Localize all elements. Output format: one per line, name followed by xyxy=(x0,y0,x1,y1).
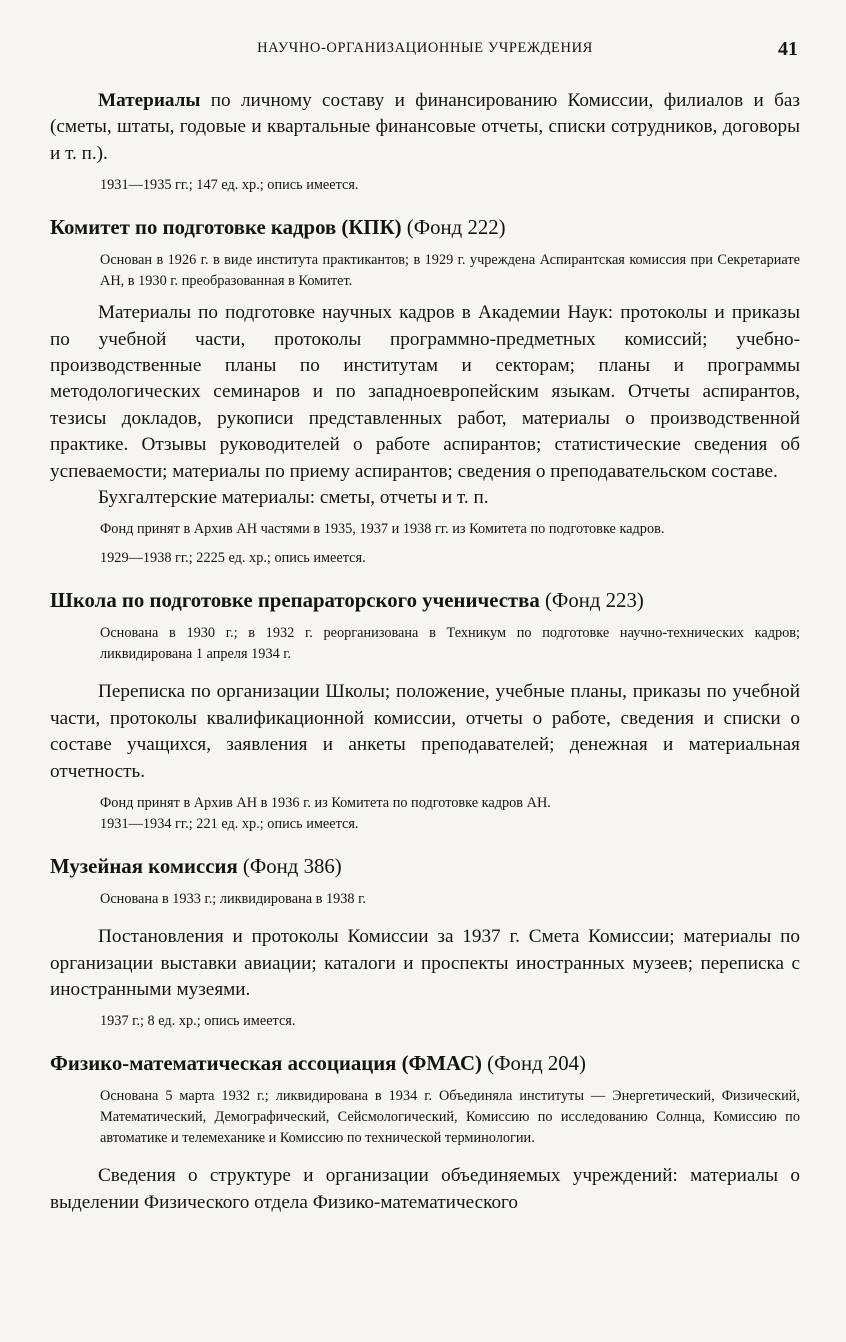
kpk-summary: 1929—1938 гг.; 2225 ед. хр.; опись имеется. xyxy=(100,550,366,567)
kpk-body: Материалы по подготовке научных кадров в Академии Наук: протоколы и приказы по учебной части, протоколы программно-предметных комиссий; учебно-производственные планы по институтам и секторам; планы и программы методологических семинаров и по западноевропейским языкам. Отчеты аспирантов, тезисы докладов, рукописи представленных работ, материалы о производственной практике. Отзывы руководителей о работе аспирантов; статистические сведения об успеваемости; материалы по приему аспирантов; сведения о преподавательском составе. xyxy=(50,302,800,482)
fmas-heading xyxy=(50,1050,800,1078)
kpk-note: Основан в 1926 г. в виде института практикантов; в 1929 г. учреждена Аспирантская комиссия при Секретариате АН, в 1930 г. преобразованная в Комитет. xyxy=(100,252,800,290)
page-content xyxy=(50,88,800,1216)
materials-text: по личному составу и финансированию Комиссии, филиалов и баз (сметы, штаты, годовые и квартальные финансовые отчеты, списки сотрудников, договоры и т. п.). xyxy=(50,90,800,164)
school-fond: (Фонд 223) xyxy=(539,589,644,613)
fmas-body: Сведения о структуре и организации объединяемых учреждений: материалы о выделении Физического отдела Физико-математического xyxy=(50,1165,800,1213)
materials-lead: Материалы xyxy=(98,90,201,111)
school-summary: 1931—1934 гг.; 221 ед. хр.; опись имеется. xyxy=(100,816,359,833)
fmas-title: Физико-математическая ассоциация (ФМАС) xyxy=(50,1052,482,1076)
school-heading xyxy=(50,587,800,615)
running-title: НАУЧНО-ОРГАНИЗАЦИОННЫЕ УЧРЕЖДЕНИЯ xyxy=(257,40,593,56)
fmas-note: Основана 5 марта 1932 г.; ликвидирована в 1934 г. Объединяла институты — Энергетический, Физический, Математический, Демографический, Сейсмологический, Комиссию по исследованию Солнца, Комиссию по автоматике и телемеханике и Комиссию по технической терминологии. xyxy=(100,1088,800,1147)
museum-summary: 1937 г.; 8 ед. хр.; опись имеется. xyxy=(100,1013,296,1030)
museum-title: Музейная комиссия xyxy=(50,855,238,879)
kpk-fond: (Фонд 222) xyxy=(401,216,506,240)
museum-note: Основана в 1933 г.; ликвидирована в 1938 г. xyxy=(100,891,366,908)
school-note: Основана в 1930 г.; в 1932 г. реорганизована в Техникум по подготовке научно-технических кадров; ликвидирована 1 апреля 1934 г. xyxy=(100,625,800,663)
school-title: Школа по подготовке препараторского ученичества xyxy=(50,589,540,613)
commission-materials-paragraph xyxy=(50,88,800,167)
school-body: Переписка по организации Школы; положение, учебные планы, приказы по учебной части, протоколы квалификационной комиссии, отчеты о работе, сведения и списки о составе учащихся, заявления и анкеты преподавателей; денежная и материальная отчетность. xyxy=(50,681,800,782)
fmas-fond: (Фонд 204) xyxy=(481,1052,586,1076)
kpk-accession: Фонд принят в Архив АН частями в 1935, 1937 и 1938 гг. из Комитета по подготовке кадров. xyxy=(100,521,665,538)
museum-heading xyxy=(50,853,800,881)
commission-summary: 1931—1935 гг.; 147 ед. хр.; опись имеется. xyxy=(100,177,359,194)
page-number: 41 xyxy=(778,38,798,60)
kpk-body-2: Бухгалтерские материалы: сметы, отчеты и т. п. xyxy=(98,487,489,509)
museum-body: Постановления и протоколы Комиссии за 1937 г. Смета Комиссии; материалы по организации выставки авиации; каталоги и проспекты иностранных музеев; переписка с иностранными музеями. xyxy=(50,926,800,1000)
kpk-title: Комитет по подготовке кадров (КПК) xyxy=(50,216,402,240)
page-header xyxy=(50,40,800,64)
school-accession: Фонд принят в Архив АН в 1936 г. из Комитета по подготовке кадров АН. xyxy=(100,795,551,812)
museum-fond: (Фонд 386) xyxy=(237,855,342,879)
kpk-heading xyxy=(50,214,800,242)
